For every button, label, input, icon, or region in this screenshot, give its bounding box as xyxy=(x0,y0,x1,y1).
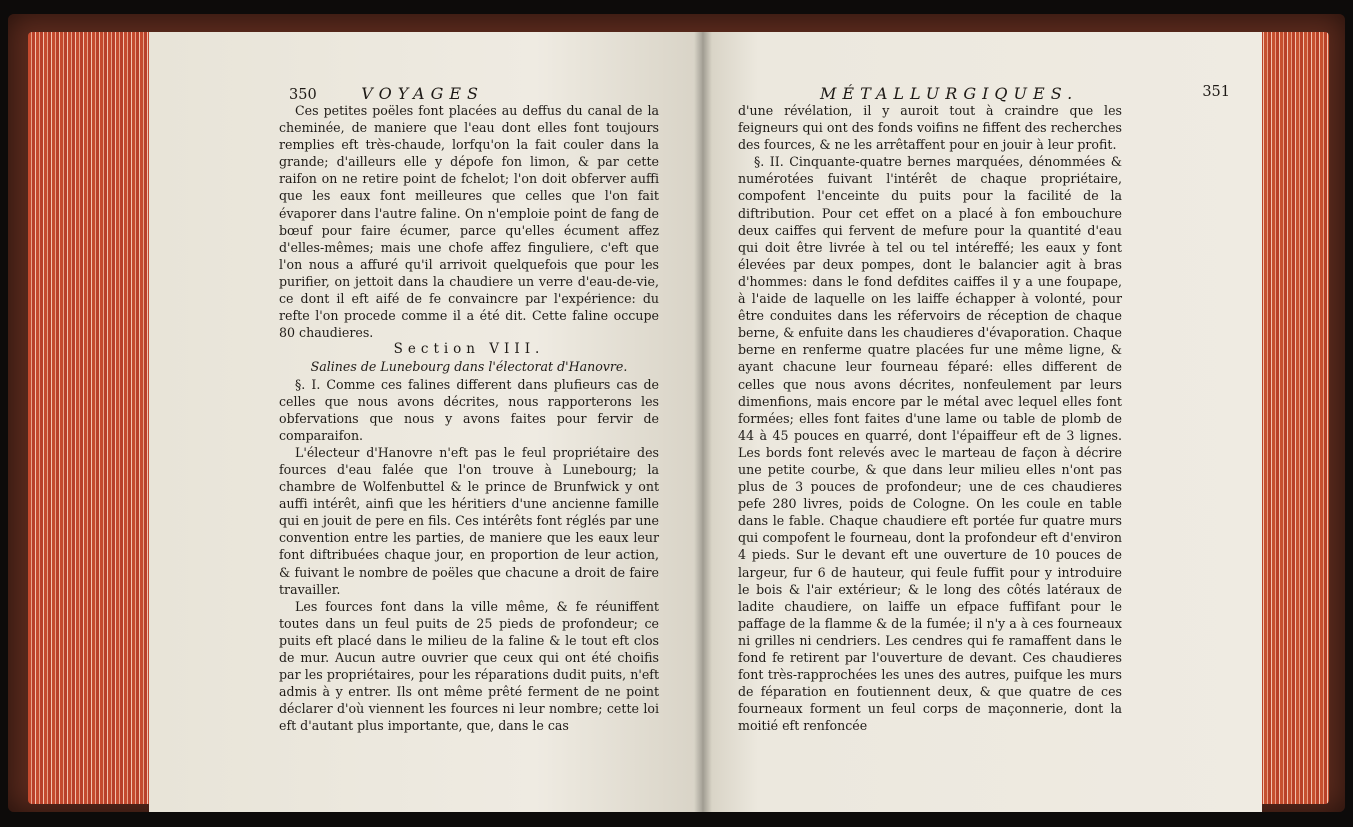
right-page xyxy=(702,32,1262,812)
right-running-head xyxy=(820,84,1230,103)
paragraph: L'électeur d'Hanovre n'eft pas le feul propriétaire des fources d'eau falée que l'on trouve à Lunebourg; la chambre de Wolfenbuttel & le prince de Brunfwick y ont auffi intérêt, ainfi que les héritiers d'une ancienne famille qui en jouit de pere en fils. Ces intérêts font réglés par une convention entre les parties, de maniere que les eaux leur font diftribuées chaque jour, en proportion de leur action, & fuivant le nombre de poëles que chacune a droit de faire travailler. xyxy=(279,444,659,597)
left-running-head xyxy=(289,84,484,103)
left-page-edges xyxy=(28,32,153,804)
right-page-edges xyxy=(1255,32,1329,804)
right-running-title: MÉTALLURGIQUES. xyxy=(820,84,1079,103)
paragraph: d'une révélation, il y auroit tout à craindre que les feigneurs qui ont des fonds voifins ne fiffent des recherches des fources, & ne les arrêtaffent pour en jouir à leur profit. xyxy=(738,103,1122,153)
section-heading: Section VIII. xyxy=(393,341,545,358)
left-text-column xyxy=(279,102,659,734)
right-text-column xyxy=(738,102,1122,734)
left-page xyxy=(149,32,702,812)
paragraph: §. II. Cinquante-quatre bernes marquées, dénommées & numérotées fuivant l'intérêt de chaque propriétaire, compofent l'enceinte du puits pour la facilité de la diftribution. Pour cet effet on a placé à fon embouchure deux caiffes qui fervent de mefure pour la quantité d'eau qui doit être livrée à tel ou tel intéreffé; les eaux y font élevées par deux pompes, dont le balancier agit à bras d'hommes: dans le fond defdites caiffes il y a une foupape, à l'aide de laquelle on les laiffe échapper à volonté, pour être conduites dans les réfervoirs de réception de chaque berne, & enfuite dans les chaudieres d'évaporation. Chaque berne en renferme quatre placées fur une même ligne, & ayant chacune leur fourneau féparé: elles different de celles que nous avons décrites, nonfeulement par leurs dimenfions, mais encore par le métal avec lequel elles font formées; elles font faites d'une lame ou table de plomb de 44 à 45 pouces en quarré, dont l'épaiffeur eft de 3 lignes. Les bords font relevés avec le marteau de façon à décrire une petite courbe, & que dans leur milieu elles n'ont pas plus de 3 pouces de profondeur; une de ces chaudieres pefe 280 livres, poids de Cologne. On les coule en table dans le fable. Chaque chaudiere eft portée fur quatre murs qui compofent le fourneau, dont la profondeur eft d'environ 4 pieds. Sur le devant eft une ouverture de 10 pouces de largeur, fur 6 de hauteur, qui feule fuffit pour y introduire le bois & l'air extérieur; & le long des côtés latéraux de ladite chaudiere, on laiffe un efpace fuffifant pour le paffage de la flamme & de la fumée; il n'y a à ces fourneaux ni grilles ni cendriers. Les cendres qui fe ramaffent dans le fond fe retirent par l'ouverture de devant. Ces chaudieres font très-rapprochées les unes des autres, puifque les murs de féparation en foutiennent deux, & que quatre de ces fourneaux forment un feul corps de maçonnerie, dont la moitié eft renfoncée xyxy=(738,154,1122,734)
right-page-number: 351 xyxy=(1202,84,1230,100)
left-page-number: 350 xyxy=(289,87,317,103)
paragraph: §. I. Comme ces falines different dans plufieurs cas de celles que nous avons décrites, nous rapporterons les obfervations que nous y avons faites pour fervir de comparaifon. xyxy=(279,376,659,443)
left-running-title: VOYAGES xyxy=(361,84,484,103)
book-gutter xyxy=(694,32,712,812)
section-subtitle: Salines de Lunebourg dans l'électorat d'Hanovre. xyxy=(310,359,628,375)
open-book xyxy=(8,14,1345,812)
paragraph: Ces petites poëles font placées au deffus du canal de la cheminée, de maniere que l'eau dont elles font toujours remplies eft très-chaude, lorfqu'on la fait couler dans la grande; d'ailleurs elle y dépofe fon limon, & par cette raifon on ne retire point de fchelot; l'on doit obferver auffi que les eaux font meilleures que celles que l'on fait évaporer dans l'autre faline. On n'emploie point de fang de bœuf pour faire écumer, parce qu'elles écument affez d'elles-mêmes; mais une chofe affez finguliere, c'eft que l'on nous a affuré qu'il arrivoit quelquefois que pour les purifier, on jettoit dans la chaudiere un verre d'eau-de-vie, ce dont il eft aifé de fe convaincre par l'expérience: du refte l'on procede comme il a été dit. Cette faline occupe 80 chaudieres. xyxy=(279,103,659,341)
paragraph: Les fources font dans la ville même, & fe réuniffent toutes dans un feul puits de 25 pieds de profondeur; ce puits eft placé dans le milieu de la faline & le tout eft clos de mur. Aucun autre ouvrier que ceux qui ont été choifis par les propriétaires, pour les réparations dudit puits, n'eft admis à y entrer. Ils ont même prêté ferment de ne point déclarer d'où viennent les fources ni leur nombre; cette loi eft d'autant plus importante, que, dans le cas xyxy=(279,598,659,734)
